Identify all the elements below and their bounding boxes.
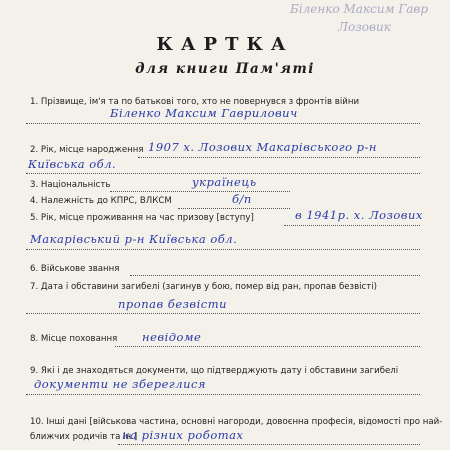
field-7-value: пропав безвісти — [118, 297, 228, 311]
card-title: КАРТКА — [156, 34, 294, 55]
field-5-label: 5. Рік, місце проживання на час призову [вступу] — [30, 213, 254, 223]
field-10-rule — [118, 444, 420, 445]
field-8-value: невідоме — [142, 330, 202, 344]
field-8-label: 8. Місце поховання — [30, 334, 118, 344]
field-3-label: 3. Національність — [30, 180, 111, 190]
field-6-label: 6. Військове звання — [30, 264, 120, 274]
field-5-value-line-2: Макарівський р-н Київська обл. — [30, 232, 238, 246]
field-1-rule — [26, 123, 420, 124]
field-3-rule — [110, 191, 290, 192]
field-4-rule — [178, 208, 290, 209]
field-7-label: 7. Дата і обставини загибелі (загинув у бою, помер від ран, пропав безвісті) — [30, 282, 378, 292]
field-5-rule-1 — [284, 225, 420, 226]
field-2-value-line-1: 1907 х. Лозових Макарівського р-н — [148, 140, 377, 154]
card-subtitle: для книги Пам'яті — [135, 61, 315, 77]
field-2-value-line-2: Київська обл. — [28, 157, 117, 171]
field-9-value: документи не збереглися — [34, 377, 207, 391]
field-10-value: на різних роботах — [122, 428, 244, 442]
field-9-rule — [26, 394, 420, 395]
field-2-rule-2 — [26, 173, 420, 174]
field-3-value: українець — [192, 175, 257, 189]
field-9-label: 9. Які і де знаходяться документи, що підтверджують дату і обставини загибелі — [30, 366, 399, 376]
field-2-rule-1 — [138, 157, 420, 158]
corner-note-line-2: Лозовик — [338, 20, 391, 34]
field-1-label: 1. Прізвище, ім'я та по батькові того, хто не повернувся з фронтів війни — [30, 97, 360, 107]
field-5-rule-2 — [26, 249, 420, 250]
field-4-value: б/п — [232, 192, 252, 206]
field-10-label-line-2: ближчих родичів та ін.] — [30, 432, 138, 442]
field-7-rule — [26, 313, 420, 314]
field-1-value: Біленко Максим Гаврилович — [110, 106, 298, 120]
field-8-rule — [115, 346, 420, 347]
field-6-rule — [130, 275, 420, 276]
field-2-label: 2. Рік, місце народження — [30, 145, 144, 155]
field-4-label: 4. Належність до КПРС, ВЛКСМ — [30, 196, 172, 206]
field-5-value-line-1: в 1941р. х. Лозових — [295, 208, 423, 222]
field-10-label-line-1: 10. Інші дані [військова частина, основні нагороди, довоєнна професія, відомості про най- — [30, 417, 443, 427]
corner-note-line-1: Біленко Максим Гавр — [290, 2, 429, 16]
